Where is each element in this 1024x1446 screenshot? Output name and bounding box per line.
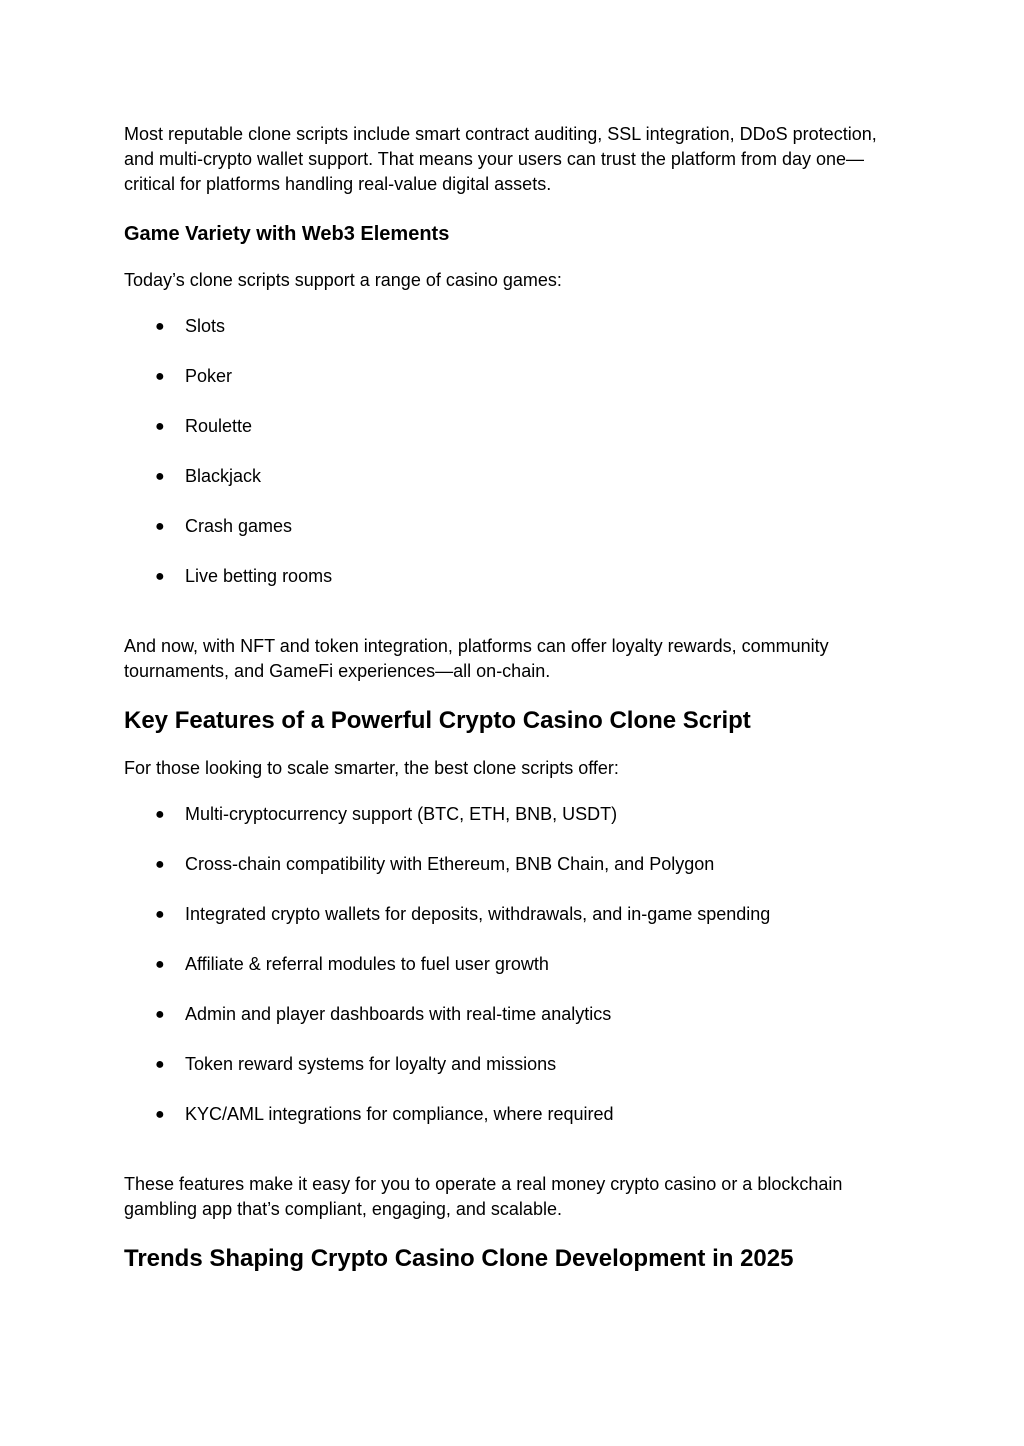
list-item — [124, 314, 904, 339]
features-list — [124, 802, 904, 1127]
document-page — [124, 122, 904, 1274]
key-features-closing: These features make it easy for you to operate a real money crypto casino or a blockchain gambling app that’s compliant, engaging, and scalable. — [124, 1174, 843, 1219]
bullet-icon: ● — [155, 906, 165, 923]
list-item-label: Blackjack — [185, 466, 262, 486]
list-item-label: Poker — [185, 366, 233, 386]
bullet-icon: ● — [155, 856, 165, 873]
bullet-icon: ● — [155, 1056, 165, 1073]
list-item — [124, 1102, 904, 1127]
bullet-icon: ● — [155, 1106, 165, 1123]
key-features-heading: Key Features of a Powerful Crypto Casino Clone Script — [124, 707, 751, 734]
list-item — [124, 414, 904, 439]
list-item — [124, 852, 904, 877]
game-variety-heading: Game Variety with Web3 Elements — [124, 223, 450, 245]
list-item — [124, 902, 904, 927]
bullet-icon: ● — [155, 368, 165, 385]
bullet-icon: ● — [155, 806, 165, 823]
key-features-lead: For those looking to scale smarter, the best clone scripts offer: — [124, 758, 619, 778]
list-item-label: KYC/AML integrations for compliance, where required — [185, 1104, 614, 1124]
list-item — [124, 364, 904, 389]
list-item-label: Affiliate & referral modules to fuel user growth — [185, 954, 549, 974]
list-item-label: Roulette — [185, 416, 253, 436]
game-variety-lead: Today’s clone scripts support a range of casino games: — [124, 270, 562, 290]
trends-heading: Trends Shaping Crypto Casino Clone Development in 2025 — [124, 1245, 794, 1272]
list-item — [124, 952, 904, 977]
list-item-label: Integrated crypto wallets for deposits, withdrawals, and in-game spending — [185, 904, 771, 924]
intro-paragraph: Most reputable clone scripts include smart contract auditing, SSL integration, DDoS protection, and multi-crypto wallet support. That means your users can trust the platform from day one—critical for platforms handling real-value digital assets. — [124, 124, 877, 194]
bullet-icon: ● — [155, 518, 165, 535]
list-item-label: Admin and player dashboards with real-time analytics — [185, 1004, 612, 1024]
bullet-icon: ● — [155, 418, 165, 435]
bullet-icon: ● — [155, 1006, 165, 1023]
list-item-label: Live betting rooms — [185, 566, 333, 586]
list-item — [124, 564, 904, 589]
bullet-icon: ● — [155, 568, 165, 585]
list-item — [124, 1002, 904, 1027]
list-item — [124, 514, 904, 539]
list-item-label: Crash games — [185, 516, 293, 536]
list-item — [124, 802, 904, 827]
list-item — [124, 1052, 904, 1077]
list-item-label: Token reward systems for loyalty and missions — [185, 1054, 557, 1074]
game-list — [124, 314, 904, 589]
bullet-icon: ● — [155, 468, 165, 485]
bullet-icon: ● — [155, 318, 165, 335]
bullet-icon: ● — [155, 956, 165, 973]
list-item-label: Multi-cryptocurrency support (BTC, ETH, BNB, USDT) — [185, 804, 618, 824]
game-variety-closing: And now, with NFT and token integration, platforms can offer loyalty rewards, community tournaments, and GameFi experiences—all on-chain. — [124, 636, 829, 681]
list-item-label: Cross-chain compatibility with Ethereum, BNB Chain, and Polygon — [185, 854, 715, 874]
list-item — [124, 464, 904, 489]
list-item-label: Slots — [185, 316, 226, 336]
